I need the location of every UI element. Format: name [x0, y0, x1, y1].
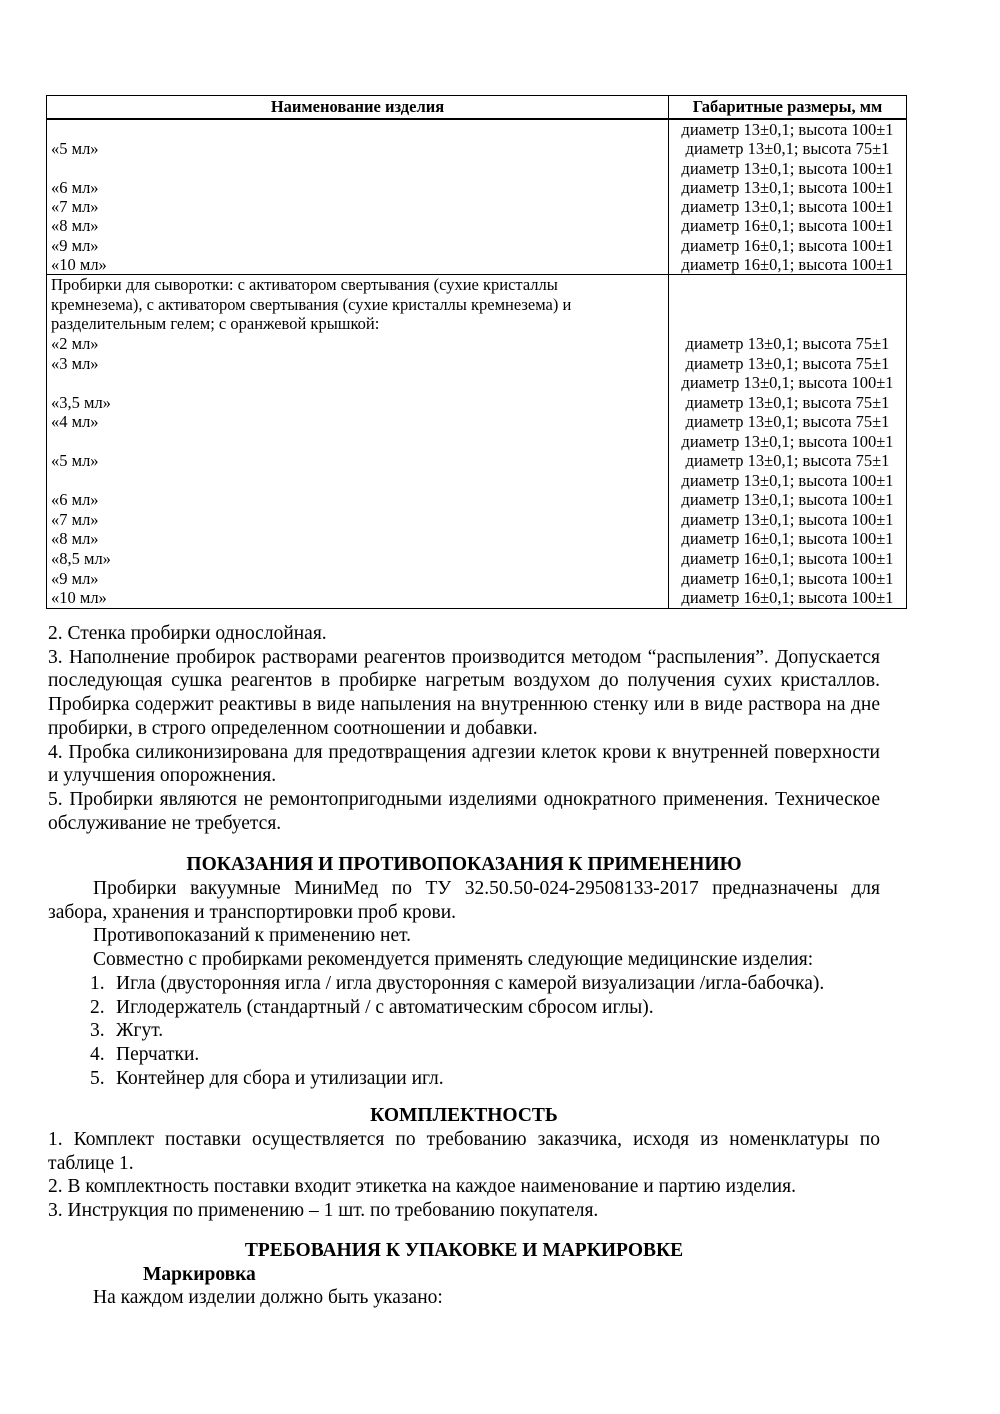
dimension-line: диаметр 13±0,1; высота 75±1	[685, 139, 890, 159]
heading-packaging-marking: ТРЕБОВАНИЯ К УПАКОВКЕ И МАРКИРОВКЕ	[244, 1239, 684, 1261]
table-header-dimensions: Габаритные размеры, мм	[669, 96, 907, 120]
list-item-text: Иглодержатель (стандартный / с автоматическим сбросом иглы).	[116, 996, 654, 1018]
product-name-line: «9 мл»	[51, 568, 99, 588]
serum-description-line: разделительным гелем; с оранжевой крышкой:	[51, 314, 380, 334]
list-item-number: 4.	[90, 1043, 105, 1065]
dimension-line: диаметр 13±0,1; высота 100±1	[681, 197, 894, 217]
dimension-line: диаметр 13±0,1; высота 100±1	[681, 158, 894, 178]
serum-description-line: Пробирки для сыворотки: с активатором свертывания (сухие кристаллы	[51, 275, 558, 295]
product-name-line	[47, 159, 668, 178]
paragraph-tube-wall: 2. Стенка пробирки однослойная.	[48, 623, 327, 644]
product-name-line: «9 мл»	[51, 235, 99, 255]
product-name-line: «6 мл»	[51, 490, 99, 510]
list-item-number: 2.	[90, 996, 105, 1018]
list-item-number: 5.	[90, 1067, 105, 1089]
paragraph-recommended-devices: Совместно с пробирками рекомендуется применять следующие медицинские изделия:	[93, 949, 814, 971]
dimension-line: диаметр 16±0,1; высота 100±1	[681, 549, 894, 569]
product-name-line	[47, 373, 668, 393]
list-item	[90, 1067, 880, 1091]
table-section-2	[47, 275, 907, 608]
product-name-line: «10 мл»	[51, 588, 107, 608]
product-name-line: «7 мл»	[51, 197, 99, 217]
product-name-line: «4 мл»	[51, 412, 99, 432]
recommended-devices-list	[90, 972, 880, 1091]
dimension-line: диаметр 13±0,1; высота 100±1	[681, 177, 894, 197]
paragraph-single-use: 5. Пробирки являются не ремонтопригодными изделиями однократного применения. Техническое обслуживание не требуется.	[48, 788, 880, 834]
product-name-line: «8 мл»	[51, 216, 99, 236]
product-name-line	[47, 471, 668, 491]
serum-description-line: кремнезема), с активатором свертывания (сухие кристаллы кремнезема) и	[51, 294, 572, 314]
dimension-line: диаметр 13±0,1; высота 100±1	[681, 431, 894, 451]
dimension-line: диаметр 13±0,1; высота 100±1	[681, 120, 894, 139]
table-header-row	[47, 96, 907, 120]
table-section-1	[47, 119, 907, 275]
paragraph-stopper: 4. Пробка силиконизирована для предотвращения адгезии клеток крови к внутренней поверхности и улучшения опорожнения.	[48, 741, 880, 787]
product-name-line: «8,5 мл»	[51, 549, 111, 569]
section1-size-cell	[669, 119, 907, 275]
list-item-text: Игла (двусторонняя игла / игла двусторонняя с камерой визуализации /игла-бабочка).	[116, 972, 825, 994]
paragraph-delivery-set: 1. Комплект поставки осуществляется по требованию заказчика, исходя из номенклатуры по таблице 1.	[48, 1129, 880, 1174]
product-name-line: «2 мл»	[51, 334, 99, 354]
list-item-text: Контейнер для сбора и утилизации игл.	[116, 1067, 444, 1089]
dimension-line: диаметр 16±0,1; высота 100±1	[681, 216, 894, 236]
dimension-line: диаметр 13±0,1; высота 75±1	[685, 334, 890, 354]
dimension-line: диаметр 13±0,1; высота 100±1	[681, 490, 894, 510]
dimension-line: диаметр 13±0,1; высота 100±1	[681, 509, 894, 529]
dimension-line: диаметр 16±0,1; высота 100±1	[681, 568, 894, 588]
dimension-line-empty	[669, 295, 906, 315]
list-item-number: 3.	[90, 1020, 105, 1042]
product-name-line	[47, 120, 668, 139]
product-name-line	[47, 432, 668, 452]
paragraph-label: 2. В комплектность поставки входит этикетка на каждое наименование и партию изделия.	[48, 1176, 796, 1198]
product-name-line: «5 мл»	[51, 139, 99, 159]
dimension-line: диаметр 13±0,1; высота 75±1	[685, 353, 890, 373]
product-name-line: «5 мл»	[51, 451, 99, 471]
dimension-line: диаметр 16±0,1; высота 100±1	[681, 588, 894, 608]
product-name-line: «3,5 мл»	[51, 392, 111, 412]
section1-name-cell	[47, 119, 669, 275]
section2-size-cell	[669, 275, 907, 608]
heading-indications: ПОКАЗАНИЯ И ПРОТИВОПОКАЗАНИЯ К ПРИМЕНЕНИЮ	[186, 854, 742, 876]
dimension-line: диаметр 13±0,1; высота 100±1	[681, 373, 894, 393]
paragraph-instruction: 3. Инструкция по применению – 1 шт. по требованию покупателя.	[48, 1200, 599, 1222]
product-name-line: «10 мл»	[51, 255, 107, 275]
product-dimensions-table	[46, 95, 907, 609]
subheading-marking: Маркировка	[143, 1263, 256, 1285]
product-name-line: «3 мл»	[51, 353, 99, 373]
dimension-line: диаметр 16±0,1; высота 100±1	[681, 235, 894, 255]
section2-name-cell	[47, 275, 669, 608]
list-item-text: Жгут.	[116, 1020, 164, 1042]
paragraph-purpose: Пробирки вакуумные МиниМед по ТУ 32.50.50-024-29508133-2017 предназначены для забора, хранения и транспортировки проб крови.	[48, 878, 880, 923]
dimension-line: диаметр 16±0,1; высота 100±1	[681, 255, 894, 275]
dimension-line: диаметр 13±0,1; высота 75±1	[685, 392, 890, 412]
table-header-product-name: Наименование изделия	[47, 96, 669, 120]
list-item	[90, 972, 880, 996]
paragraph-marking-intro: На каждом изделии должно быть указано:	[93, 1287, 443, 1309]
product-name-line: «8 мл»	[51, 529, 99, 549]
dimension-line-empty	[669, 314, 906, 334]
list-item	[90, 996, 880, 1020]
dimension-line: диаметр 16±0,1; высота 100±1	[681, 529, 894, 549]
paragraph-no-contraindications: Противопоказаний к применению нет.	[93, 925, 412, 947]
list-item	[90, 1019, 880, 1043]
product-name-line: «7 мл»	[51, 509, 99, 529]
list-item-text: Перчатки.	[116, 1043, 200, 1065]
list-item	[90, 1043, 880, 1067]
list-item-number: 1.	[90, 972, 105, 994]
product-name-line: «6 мл»	[51, 177, 99, 197]
paragraph-filling-method: 3. Наполнение пробирок растворами реагентов производится методом “распыления”. Допускается последующая сушка реагентов в пробирке нагретым воздухом до получения сухих кристаллов. Пробирка содержит реактивы в виде напыления на внутреннюю стенку или в виде раствора на дне пробирки, в строго определенном соотношении и добавки.	[48, 646, 880, 739]
dimension-line-empty	[669, 275, 906, 295]
dimension-line: диаметр 13±0,1; высота 75±1	[685, 412, 890, 432]
heading-completeness: КОМПЛЕКТНОСТЬ	[370, 1105, 558, 1127]
document-body	[48, 622, 880, 1310]
dimension-line: диаметр 13±0,1; высота 100±1	[681, 470, 894, 490]
dimension-line: диаметр 13±0,1; высота 75±1	[685, 451, 890, 471]
